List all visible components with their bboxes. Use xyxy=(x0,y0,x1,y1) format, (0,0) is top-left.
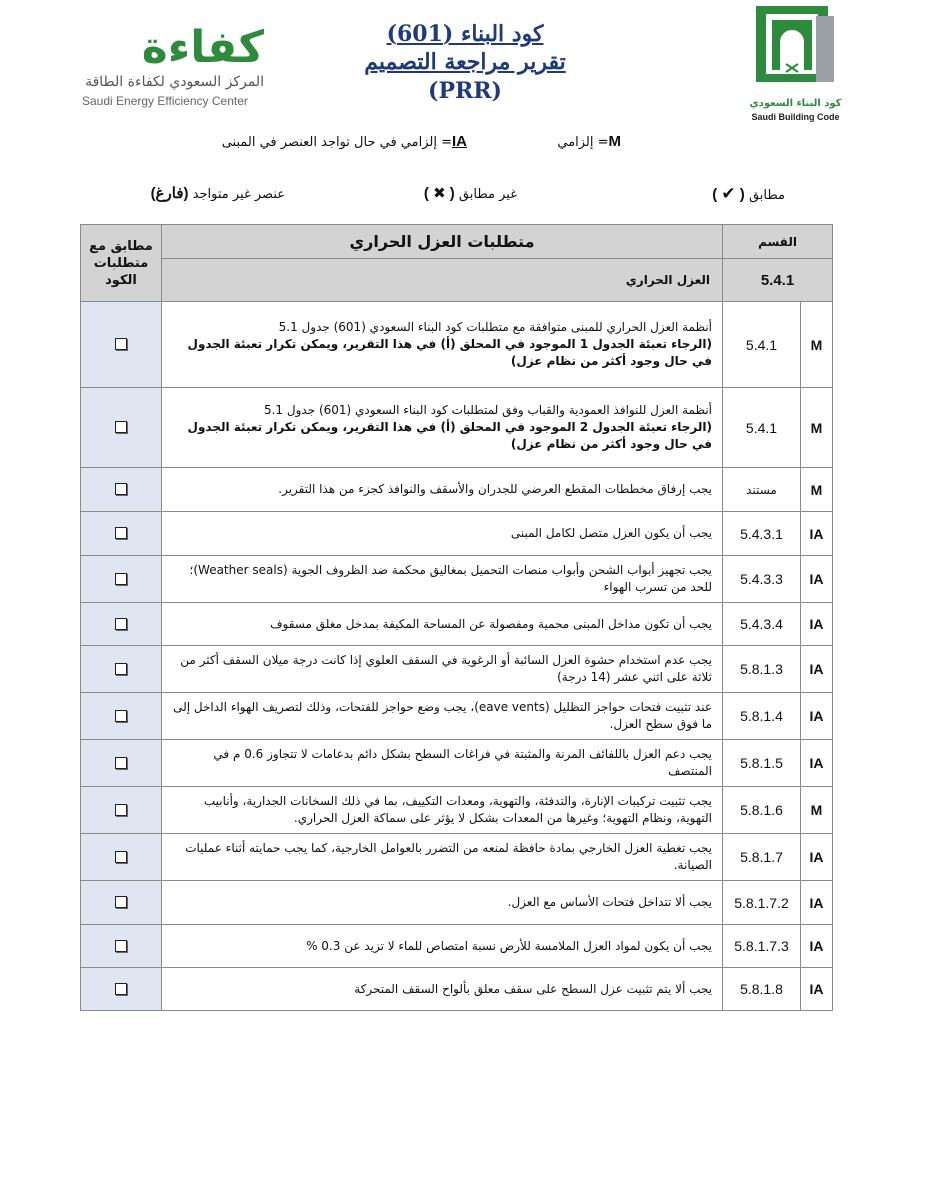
checkmark-icon: ✔ xyxy=(721,184,736,204)
requirement-cell xyxy=(162,603,723,646)
legend-complies: مطابق ( ✔ ) xyxy=(712,184,785,204)
requirement-type: M xyxy=(801,787,833,834)
requirement-text: أنظمة العزل الحراري للمبنى متوافقة مع متطلبات كود البناء السعودي (601) جدول 5.1 xyxy=(278,320,712,334)
section-number: 5.8.1.4 xyxy=(723,693,801,740)
requirement-text: يجب ألا يتم تثبيت عزل السطح على سقف معلق بألواح السقف المتحركة xyxy=(354,981,712,996)
compliance-cell xyxy=(81,302,162,388)
requirement-text: يجب أن يكون لمواد العزل الملامسة للأرض نسبة امتصاص للماء لا تزيد عن 0.3 % xyxy=(306,938,712,953)
legend-ia-text: = إلزامي في حال تواجد العنصر في المبنى xyxy=(221,135,452,150)
requirement-type: IA xyxy=(801,603,833,646)
requirement-type: IA xyxy=(801,925,833,968)
requirement-cell xyxy=(162,787,723,834)
table-row xyxy=(81,646,833,693)
compliance-cell xyxy=(81,646,162,693)
legend-not-present-label: عنصر غير متواجد xyxy=(192,187,285,202)
table-row xyxy=(81,603,833,646)
sbc-logo-name-en: Saudi Building Code xyxy=(751,112,840,122)
section-number: 5.8.1.3 xyxy=(723,646,801,693)
compliance-cell xyxy=(81,388,162,468)
requirements-table xyxy=(80,224,833,1011)
compliance-checkbox[interactable] xyxy=(115,710,127,722)
requirement-text: أنظمة العزل للنوافذ العمودية والقباب وفق لمتطلبات كود البناء السعودي (601) جدول 5.1 xyxy=(263,403,712,417)
seec-logo xyxy=(80,22,270,112)
requirement-type: IA xyxy=(801,834,833,881)
compliance-checkbox[interactable] xyxy=(115,851,127,863)
legend-not-present-mark: (فارغ) xyxy=(150,185,189,202)
legend-not-complies: غير مطابق ( ✖ ) xyxy=(423,184,517,202)
table-header-row xyxy=(81,225,833,259)
table-row xyxy=(81,556,833,603)
table-row xyxy=(81,787,833,834)
requirement-type: M xyxy=(801,388,833,468)
requirement-text: يجب تجهيز أبواب الشحن وأبواب منصات التحميل بمغاليق محكمة ضد الظروف الجوية (Weather seals)؛ للحد من تسرب الهواء xyxy=(189,563,712,594)
compliance-cell xyxy=(81,512,162,556)
requirement-cell xyxy=(162,968,723,1011)
requirement-text: يجب ألا تتداخل فتحات الأساس مع العزل. xyxy=(507,895,712,909)
requirement-cell xyxy=(162,556,723,603)
requirement-cell xyxy=(162,834,723,881)
table-row xyxy=(81,740,833,787)
compliance-cell xyxy=(81,834,162,881)
table-row xyxy=(81,968,833,1011)
compliance-cell xyxy=(81,925,162,968)
requirement-note: (الرجاء تعبئة الجدول 2 الموجود في المحلق (أ) في هذا التقرير، ويمكن تكرار تعبئة الجدول في حال وجود أكثر من نظام عزل) xyxy=(187,420,712,451)
compliance-checkbox[interactable] xyxy=(115,483,127,495)
compliance-checkbox[interactable] xyxy=(115,804,127,816)
compliance-cell xyxy=(81,693,162,740)
seec-logo-name-en: Saudi Energy Efficiency Center xyxy=(82,94,248,108)
requirement-text: يجب إرفاق مخططات المقطع العرضي للجدران والأسقف والنوافذ كجزء من هذا التقرير. xyxy=(278,482,712,496)
requirement-type: IA xyxy=(801,881,833,925)
compliance-checkbox[interactable] xyxy=(115,940,127,952)
legend-ia xyxy=(222,133,467,150)
comply-column-header: مطابق مع متطلبات الكود xyxy=(81,225,162,302)
requirement-text: يجب أن يكون العزل متصل لكامل المبنى xyxy=(510,526,712,540)
compliance-cell xyxy=(81,468,162,512)
table-row xyxy=(81,881,833,925)
compliance-checkbox[interactable] xyxy=(115,983,127,995)
compliance-checkbox[interactable] xyxy=(115,618,127,630)
section-number: 5.8.1.7 xyxy=(723,834,801,881)
sbc-emblem-icon xyxy=(756,6,836,94)
requirement-cell xyxy=(162,646,723,693)
legend-m xyxy=(557,133,621,150)
requirement-text: يجب أن تكون مداخل المبنى محمية ومفصولة عن المساحة المكيفة بمدخل مغلق مسقوف xyxy=(270,616,712,631)
section-number: 5.8.1.8 xyxy=(723,968,801,1011)
title-line-1: كود البناء (601) xyxy=(386,21,544,47)
legend-ia-code: IA xyxy=(452,133,467,150)
table-row xyxy=(81,925,833,968)
table-row xyxy=(81,302,833,388)
compliance-cell xyxy=(81,603,162,646)
requirement-type: IA xyxy=(801,693,833,740)
section-number: 5.8.1.7.3 xyxy=(723,925,801,968)
requirement-type: IA xyxy=(801,646,833,693)
compliance-checkbox[interactable] xyxy=(115,757,127,769)
section-number: 5.4.1 xyxy=(723,388,801,468)
table-row xyxy=(81,834,833,881)
seec-logo-name-ar: المركز السعودي لكفاءة الطاقة xyxy=(85,74,264,90)
requirement-cell xyxy=(162,925,723,968)
compliance-cell xyxy=(81,740,162,787)
cross-icon: ✖ xyxy=(433,184,446,202)
subsection-title: العزل الحراري xyxy=(162,259,723,302)
requirement-type: IA xyxy=(801,512,833,556)
requirement-cell xyxy=(162,388,723,468)
table-subheader-row xyxy=(81,259,833,302)
title-line-2: تقرير مراجعة التصميم xyxy=(364,49,566,75)
table-row xyxy=(81,468,833,512)
section-number: 5.8.1.7.2 xyxy=(723,881,801,925)
requirement-cell xyxy=(162,302,723,388)
requirement-type: IA xyxy=(801,740,833,787)
table-row xyxy=(81,388,833,468)
requirement-note: (الرجاء تعبئة الجدول 1 الموجود في المحلق (أ) في هذا التقرير، ويمكن تكرار تعبئة الجدول في حال وجود أكثر من نظام عزل) xyxy=(187,337,712,368)
legend-not-complies-label: غير مطابق xyxy=(458,187,517,202)
compliance-cell xyxy=(81,787,162,834)
requirement-text: يجب عدم استخدام حشوة العزل السائبة أو الرغوية في السقف العلوي إذا كانت درجة ميلان السقف أكثر من ثلاثة على اثني عشر (14 درجة) xyxy=(180,653,712,684)
requirement-cell xyxy=(162,693,723,740)
document-title xyxy=(330,20,600,106)
table-title: متطلبات العزل الحراري xyxy=(162,225,723,259)
requirement-text: عند تثبيت فتحات حواجز التظليل (eave vents)، يجب وضع حواجز للفتحات، وذلك لتصريف الهواء الداخل إلى ما فوق سطح العزل. xyxy=(173,700,712,731)
compliance-cell xyxy=(81,881,162,925)
section-number: 5.4.3.3 xyxy=(723,556,801,603)
section-number: 5.8.1.5 xyxy=(723,740,801,787)
compliance-checkbox[interactable] xyxy=(115,338,127,350)
title-line-3: (PRR) xyxy=(428,78,502,104)
compliance-checkbox[interactable] xyxy=(115,573,127,585)
section-column-header: القسم xyxy=(723,225,833,259)
seec-logo-wordmark: كفاءة xyxy=(141,22,264,73)
requirement-text: يجب تثبيت تركيبات الإنارة، والتدفئة، والتهوية، ومعدات التكييف، بما في ذلك السخانات الجدارية، وأنابيب التهوية، ونظام التهوية؛ وغيرها من المعدات بشكل لا يؤثر على سماكة العزل الحراري. xyxy=(203,794,712,825)
requirement-cell xyxy=(162,740,723,787)
requirement-type: M xyxy=(801,468,833,512)
compliance-checkbox[interactable] xyxy=(115,421,127,433)
compliance-cell xyxy=(81,556,162,603)
section-number: 5.4.3.1 xyxy=(723,512,801,556)
requirement-type: IA xyxy=(801,968,833,1011)
requirement-type: M xyxy=(801,302,833,388)
legend-m-text: = إلزامي xyxy=(557,135,609,150)
sbc-logo xyxy=(748,6,843,124)
section-number: 5.4.1 xyxy=(723,302,801,388)
requirement-text: يجب تغطية العزل الخارجي بمادة حافظة لمنعه من التضرر بالعوامل الخارجية، كما يجب حمايته أثناء عمليات الصيانة. xyxy=(185,841,712,872)
section-number: مستند xyxy=(723,468,801,512)
section-number: 5.4.3.4 xyxy=(723,603,801,646)
table-row xyxy=(81,693,833,740)
requirement-cell xyxy=(162,512,723,556)
compliance-checkbox[interactable] xyxy=(115,663,127,675)
section-number: 5.8.1.6 xyxy=(723,787,801,834)
legend-complies-label: مطابق xyxy=(748,188,785,203)
legend-m-code: M xyxy=(608,133,621,150)
legend-not-present xyxy=(151,184,285,202)
compliance-checkbox[interactable] xyxy=(115,527,127,539)
compliance-cell xyxy=(81,968,162,1011)
sbc-logo-name-ar: كود البناء السعودي xyxy=(749,98,842,109)
table-row xyxy=(81,512,833,556)
requirement-type: IA xyxy=(801,556,833,603)
requirement-cell xyxy=(162,468,723,512)
subsection-number: 5.4.1 xyxy=(723,259,833,302)
compliance-checkbox[interactable] xyxy=(115,896,127,908)
requirement-cell xyxy=(162,881,723,925)
requirement-text: يجب دعم العزل باللفائف المرنة والمثبتة في فراغات السطح بشكل دائم بدعامات لا تتجاوز 0.6 م في المنتصف xyxy=(213,747,712,778)
